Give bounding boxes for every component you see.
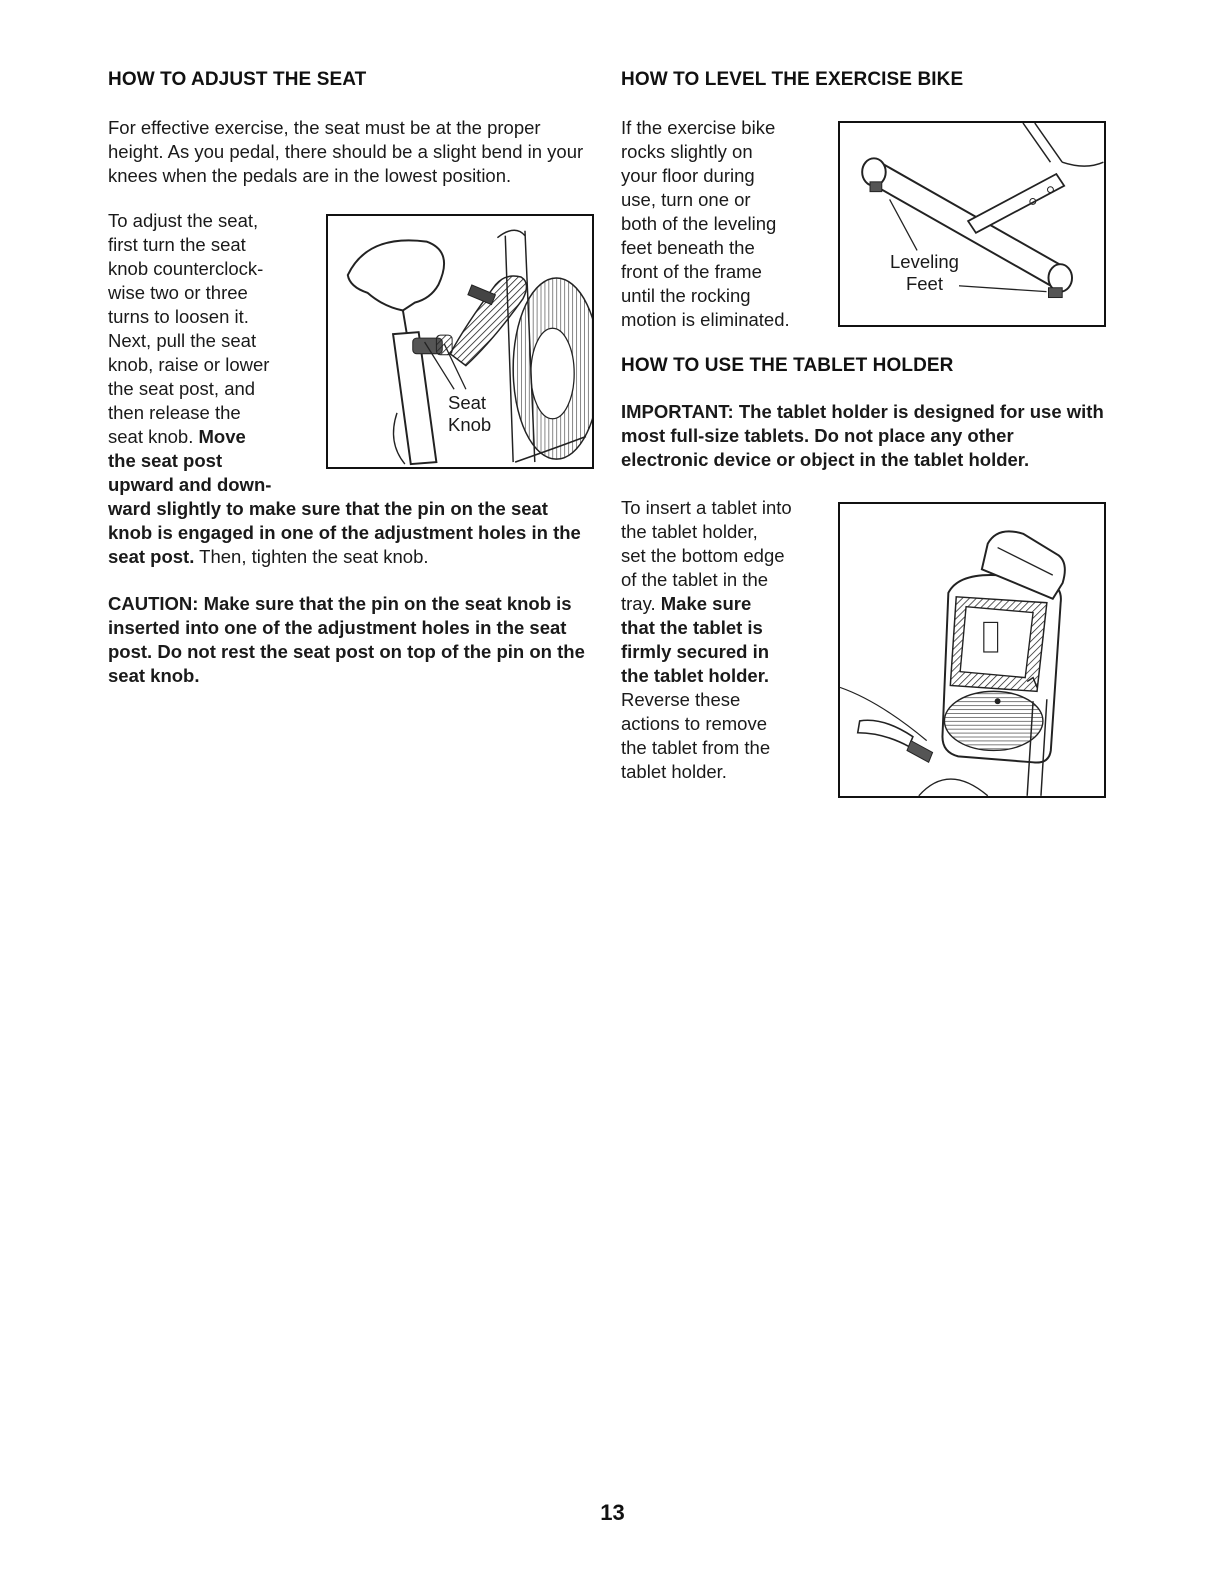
tablet-holder-illustration: [840, 504, 1104, 796]
leveling-label-line: Leveling: [890, 251, 959, 272]
insert-line: set the bottom edge: [621, 545, 785, 566]
page-number: 13: [600, 1500, 625, 1525]
level-line: If the exercise bike: [621, 117, 776, 138]
adjust-line: knob, raise or lower: [108, 354, 270, 375]
adjust-line: the seat post, and: [108, 378, 256, 399]
seat-adjust-steps: [108, 209, 323, 497]
tablet-heading: HOW TO USE THE TABLET HOLDER: [621, 355, 954, 376]
level-line: feet beneath the: [621, 237, 755, 258]
tighten-text: Then, tighten the seat knob.: [199, 546, 429, 567]
level-line: until the rocking: [621, 285, 751, 306]
leveling-feet-label: [890, 251, 959, 295]
insert-line: of the tablet in the: [621, 569, 769, 590]
insert-bold-line: firmly secured in: [621, 641, 770, 662]
reverse-line: tablet holder.: [621, 761, 727, 782]
adjust-line: turns to loosen it.: [108, 306, 249, 327]
reverse-line: the tablet from the: [621, 737, 771, 758]
caution-text: CAUTION: Make sure that the pin on the seat knob is inserted into one of the adjustment holes in the seat post. Do not rest the seat post on top of the pin on the seat knob.: [108, 593, 585, 686]
adjust-line: then release the: [108, 402, 241, 423]
leveling-feet-figure: [838, 121, 1106, 327]
reverse-line: Reverse these: [621, 689, 741, 710]
insert-bold-line: the tablet holder.: [621, 665, 770, 686]
important-text: IMPORTANT: The tablet holder is designed for use with most full-size tablets. Do not place any other electronic device or object in the tablet holder.: [621, 401, 1104, 470]
seat-heading: HOW TO ADJUST THE SEAT: [108, 69, 367, 90]
level-line: both of the leveling: [621, 213, 777, 234]
seat-knob-text: seat knob.: [108, 426, 194, 447]
move-bold: Move: [198, 426, 246, 447]
seat-intro: For effective exercise, the seat must be at the proper height. As you pedal, there should be a slight bend in your knees when the pedals are in the lowest position.: [108, 117, 584, 186]
level-line: use, turn one or: [621, 189, 751, 210]
adjust-line: wise two or three: [108, 282, 248, 303]
tablet-instructions: [621, 496, 826, 784]
adjust-line: [108, 425, 323, 449]
adjust-line: To adjust the seat,: [108, 210, 259, 231]
seat-knob-figure: [326, 214, 594, 469]
move-bold-rest: ward slightly to make sure that the pin on the seat knob is engaged in one of the adjustment holes in the seat post.: [108, 498, 581, 567]
make-sure-bold: Make sure: [660, 593, 752, 614]
seat-label-line: Seat: [448, 392, 487, 413]
insert-line: To insert a tablet into: [621, 497, 792, 518]
move-bold-line: upward and down-: [108, 474, 272, 495]
adjust-line: first turn the seat: [108, 234, 246, 255]
adjust-line: Next, pull the seat: [108, 330, 257, 351]
level-line: rocks slightly on: [621, 141, 753, 162]
level-heading: HOW TO LEVEL THE EXERCISE BIKE: [621, 69, 964, 90]
level-line: your floor during: [621, 165, 755, 186]
move-bold-line: the seat post: [108, 450, 223, 471]
leveling-feet-illustration: [840, 123, 1104, 325]
level-line: front of the frame: [621, 261, 762, 282]
reverse-line: actions to remove: [621, 713, 768, 734]
level-line: motion is eliminated.: [621, 309, 790, 330]
knob-label-line: Knob: [448, 414, 492, 435]
insert-line: the tablet holder,: [621, 521, 758, 542]
move-instruction: [108, 497, 593, 569]
seat-knob-label: [448, 392, 491, 436]
tray-text: tray.: [621, 593, 656, 614]
insert-bold-line: that the tablet is: [621, 617, 763, 638]
level-instructions: [621, 116, 826, 332]
tablet-holder-figure: [838, 502, 1106, 798]
insert-line: [621, 592, 826, 616]
adjust-line: knob counterclock-: [108, 258, 264, 279]
feet-label-line: Feet: [905, 273, 943, 294]
